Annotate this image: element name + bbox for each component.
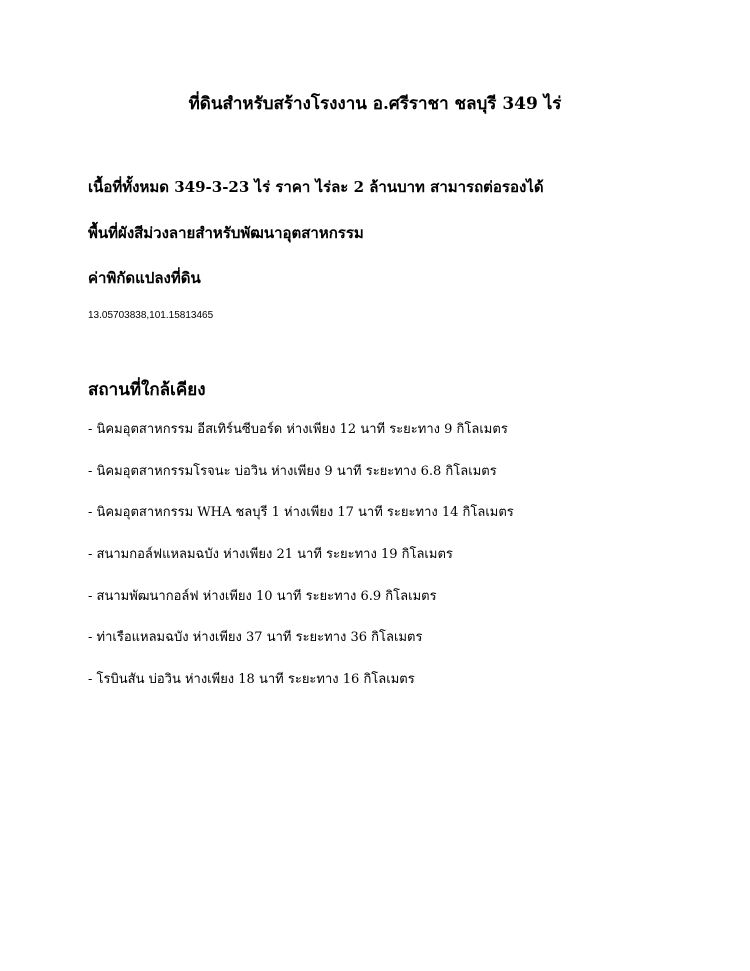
list-item: - นิคมอุตสาหกรรม อีสเทิร์นซีบอร์ด ห่างเพียง 12 นาที ระยะทาง 9 กิโลเมตร <box>88 422 508 437</box>
nearby-list <box>88 420 728 712</box>
list-item: - ท่าเรือแหลมฉบัง ห่างเพียง 37 นาที ระยะทาง 36 กิโลเมตร <box>88 630 423 646</box>
document-title: ที่ดินสำหรับสร้างโรงงาน อ.ศรีราชา ชลบุรี 349 ไร่ <box>188 94 562 114</box>
nearby-heading: สถานที่ใกล้เคียง <box>88 380 206 400</box>
area-price-line: เนื้อที่ทั้งหมด 349-3-23 ไร่ ราคา ไร่ละ 2 ล้านบาท สามารถต่อรองได้ <box>88 178 544 196</box>
coordinates-heading: ค่าพิกัดแปลงที่ดิน <box>88 269 201 287</box>
list-item: - นิคมอุตสาหกรรม WHA ชลบุรี 1 ห่างเพียง 17 นาที ระยะทาง 14 กิโลเมตร <box>88 505 514 521</box>
list-item: - โรบินสัน บ่อวิน ห่างเพียง 18 นาที ระยะทาง 16 กิโลเมตร <box>88 672 415 688</box>
zoning-line: พื้นที่ผังสีม่วงลายสำหรับพัฒนาอุตสาหกรรม <box>88 224 364 242</box>
list-item: - สนามพัฒนากอล์ฟ ห่างเพียง 10 นาที ระยะทาง 6.9 กิโลเมตร <box>88 588 437 604</box>
list-item: - สนามกอล์ฟแหลมฉบัง ห่างเพียง 21 นาที ระยะทาง 19 กิโลเมตร <box>88 547 453 563</box>
coordinates-value: 13.05703838,101.15813465 <box>88 310 214 321</box>
list-item: - นิคมอุตสาหกรรมโรจนะ บ่อวิน ห่างเพียง 9 นาที ระยะทาง 6.8 กิโลเมตร <box>88 463 497 479</box>
